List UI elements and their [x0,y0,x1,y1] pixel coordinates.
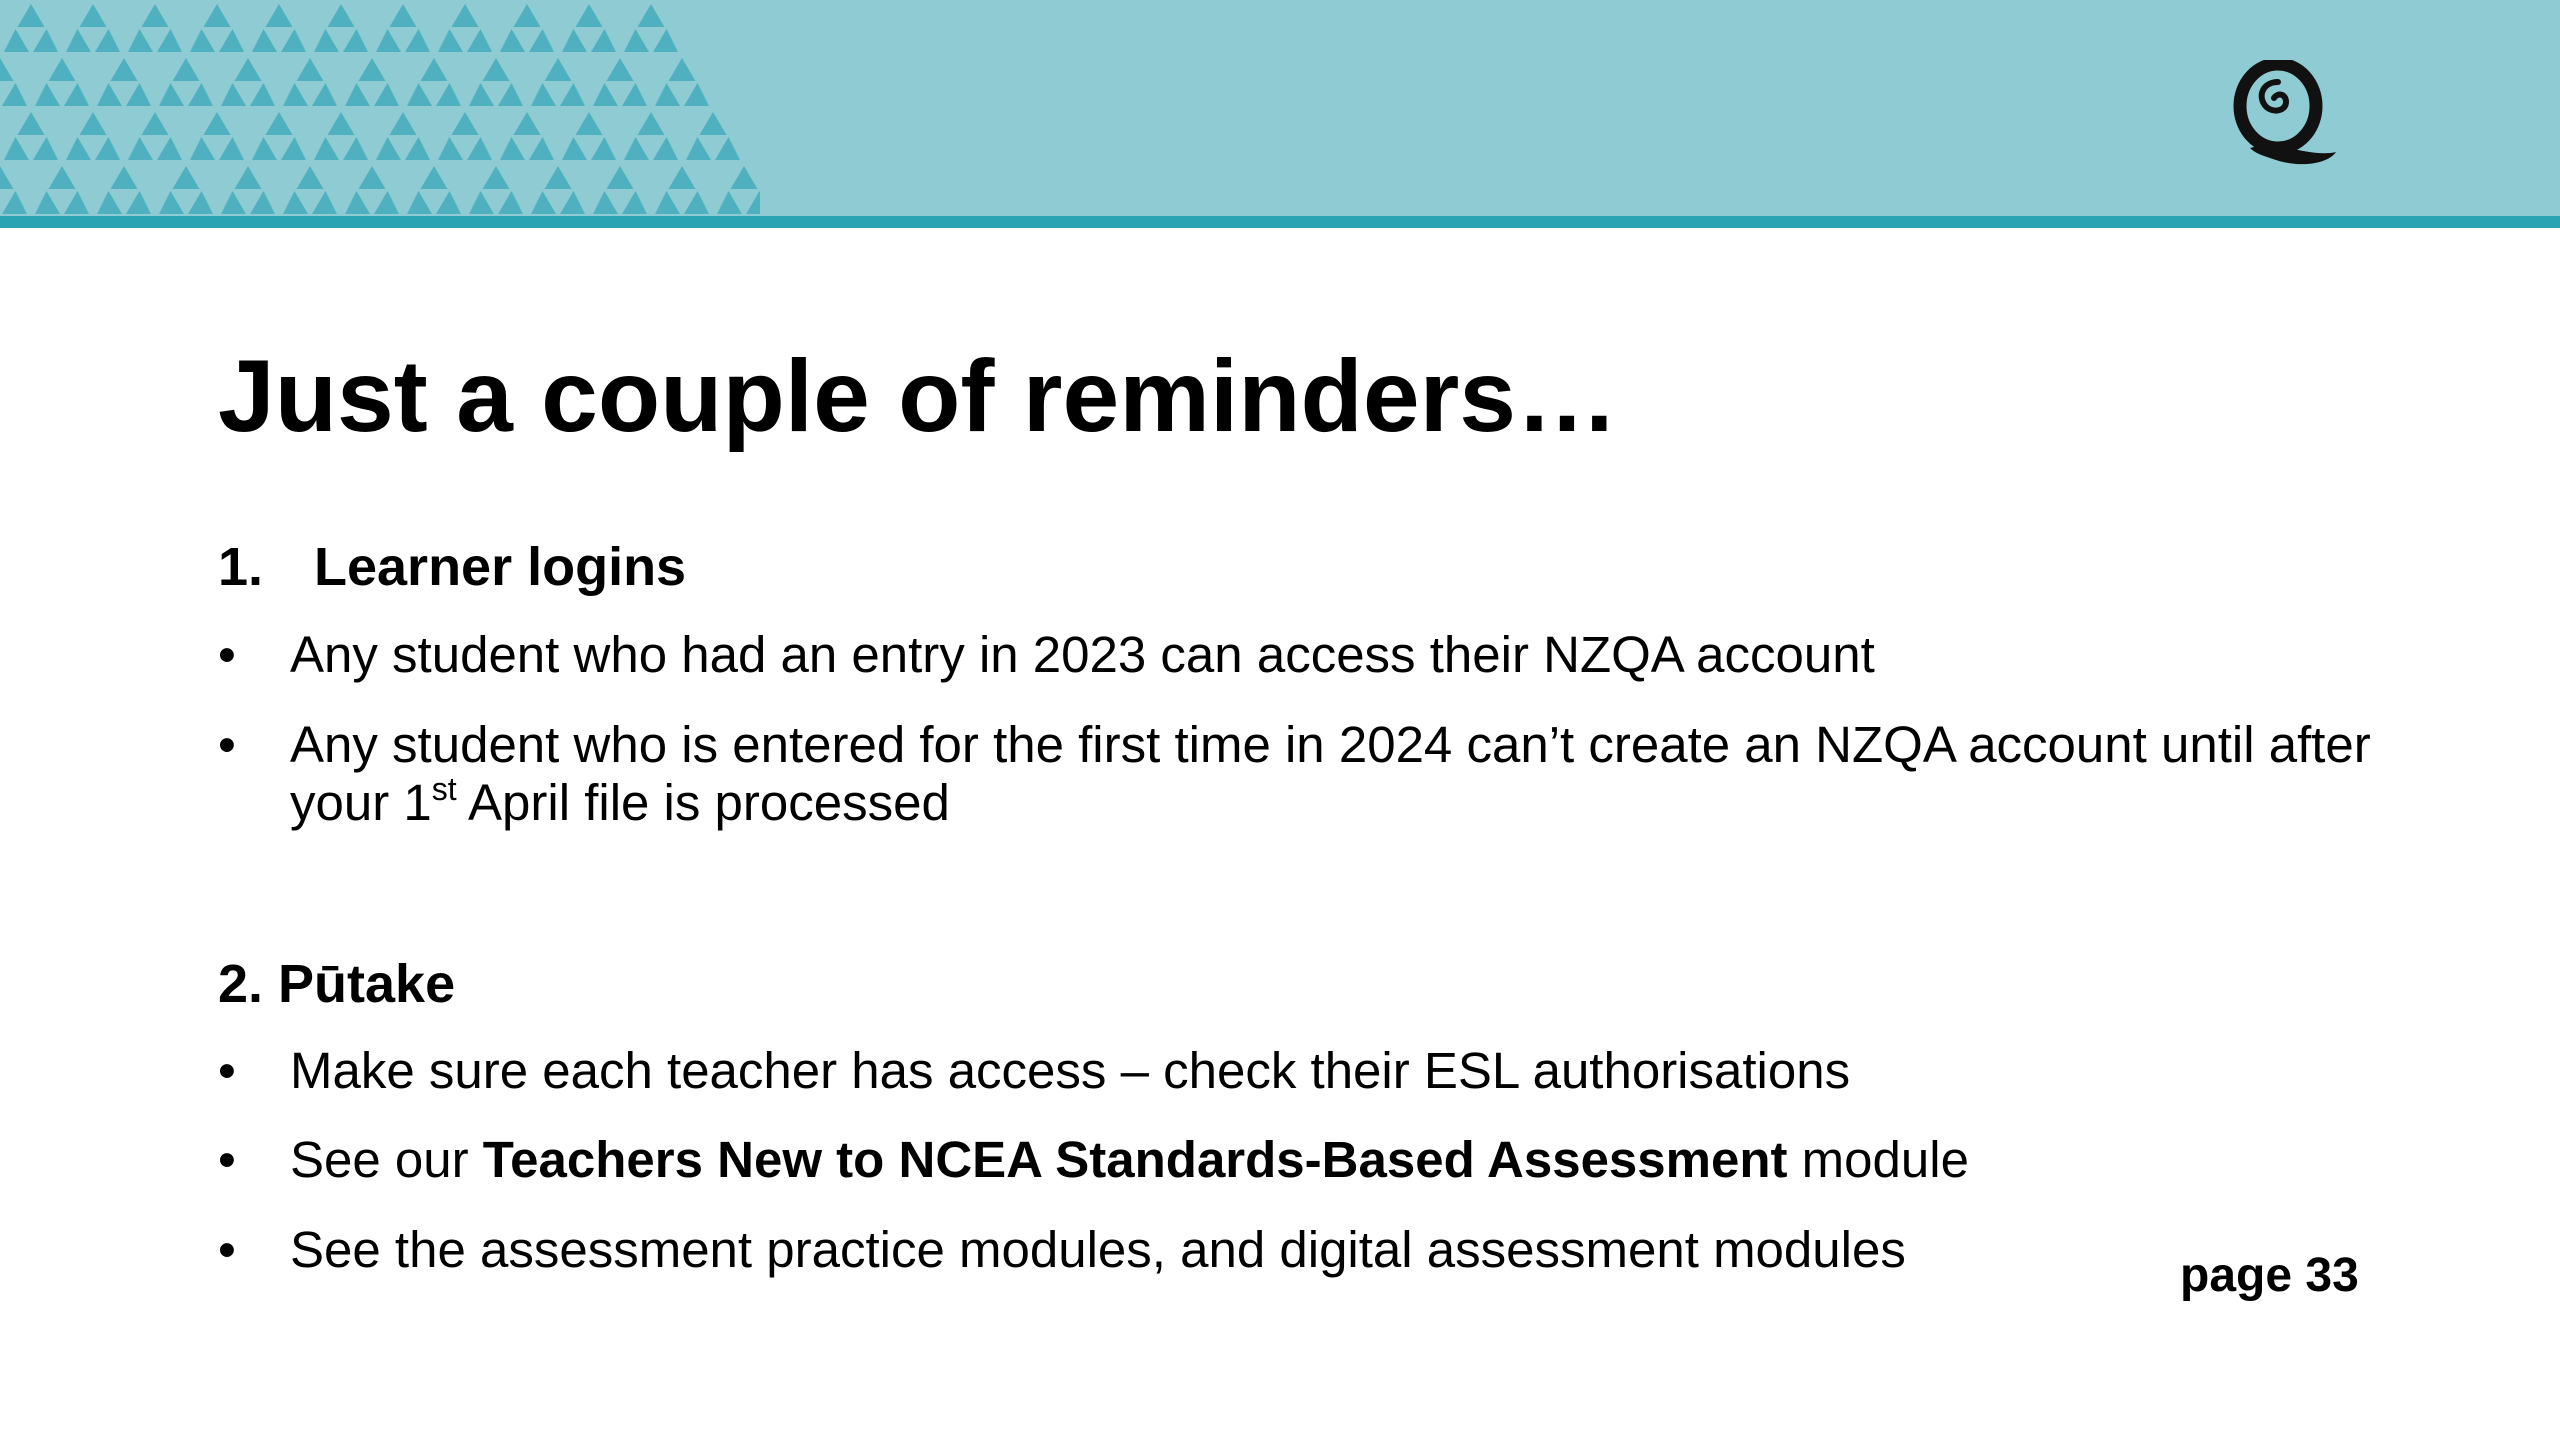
pattern-triangle [111,166,138,189]
pattern-triangle [653,29,678,52]
list-item [218,626,2418,684]
bullet-icon: • [218,716,236,773]
pattern-triangle [283,83,308,106]
pattern-triangle [66,137,91,160]
section-heading-learner-logins [218,538,686,597]
pattern-triangle [159,191,184,214]
pattern-triangle [18,112,45,135]
pattern-triangle [49,58,76,81]
pattern-triangle [266,112,293,135]
pattern-triangle [343,137,368,160]
pattern-triangle [157,137,182,160]
pattern-triangle [2,191,27,214]
pattern-triangle [250,83,275,106]
pattern-triangle [700,112,727,135]
pattern-triangle [731,166,758,189]
header-divider [0,216,2560,228]
pattern-triangle [188,191,213,214]
pattern-triangle [405,29,430,52]
pattern-triangle [188,83,213,106]
pattern-triangle [173,58,200,81]
pattern-triangle [638,4,665,27]
module-name: Teachers New to NCEA Standards-Based Assessment [482,1131,1788,1188]
pattern-triangle [593,83,618,106]
pattern-triangle [715,137,740,160]
pattern-triangle [18,4,45,27]
superscript: st [431,771,457,807]
pattern-triangle [531,191,556,214]
pattern-triangle [250,191,275,214]
pattern-triangle [221,191,246,214]
bullet-icon: • [218,626,236,683]
list-item [218,1131,2418,1189]
pattern-triangle [328,112,355,135]
bullet-text: See our Teachers New to NCEA Standards-Based Assessment module [290,1131,1969,1188]
pattern-triangle [33,137,58,160]
pattern-triangle [281,29,306,52]
pattern-triangle [407,83,432,106]
list-item [218,1221,2418,1279]
nzqa-q-logo-icon [2220,60,2340,170]
pattern-triangle [624,137,649,160]
pattern-triangle [407,191,432,214]
pattern-triangle [483,58,510,81]
pattern-triangle [514,112,541,135]
pattern-triangle [576,4,603,27]
pattern-triangle [452,112,479,135]
pattern-triangle [281,137,306,160]
pattern-triangle [746,191,760,214]
bullet-text: See the assessment practice modules, and digital assessment modules [290,1221,1906,1278]
pattern-triangle [545,58,572,81]
pattern-triangle [436,191,461,214]
pattern-triangle [204,4,231,27]
pattern-triangle [142,112,169,135]
pattern-triangle [345,191,370,214]
pattern-triangle [669,58,696,81]
pattern-triangle [514,4,541,27]
bullet-icon: • [218,1221,236,1278]
pattern-triangle [252,137,277,160]
pattern-triangle [312,83,337,106]
pattern-triangle [390,112,417,135]
bullet-text: Any student who is entered for the first time in 2024 can’t create an NZQA account until after your 1st April file is processed [290,716,2371,831]
section-number: 1. [218,537,264,597]
pattern-triangle [126,191,151,214]
pattern-triangle [436,83,461,106]
pattern-triangle [266,4,293,27]
pattern-triangle [500,29,525,52]
pattern-triangle [562,29,587,52]
pattern-triangle [64,191,89,214]
pattern-triangle [591,137,616,160]
pattern-triangle [35,83,60,106]
pattern-triangle [64,83,89,106]
pattern-triangle [390,4,417,27]
pattern-triangle [283,191,308,214]
pattern-triangle [66,29,91,52]
pattern-triangle [452,4,479,27]
pattern-triangle [467,137,492,160]
pattern-triangle [421,166,448,189]
pattern-triangle [235,166,262,189]
pattern-triangle [328,4,355,27]
pattern-triangle [221,83,246,106]
pattern-triangle [359,166,386,189]
pattern-triangle [95,137,120,160]
pattern-triangle [607,166,634,189]
pattern-triangle [560,191,585,214]
pattern-triangle [345,83,370,106]
pattern-triangle [4,137,29,160]
pattern-triangle [529,29,554,52]
pattern-triangle [593,191,618,214]
pattern-triangle [607,58,634,81]
pattern-triangle [638,112,665,135]
bullet-icon: • [218,1131,236,1188]
pattern-triangle [343,29,368,52]
pattern-triangle [655,191,680,214]
pattern-triangle [622,191,647,214]
pattern-triangle [717,191,742,214]
bullet-text: Make sure each teacher has access – check their ESL authorisations [290,1042,1851,1099]
pattern-triangle [684,191,709,214]
pattern-triangle [438,29,463,52]
pattern-triangle [405,137,430,160]
page-title: Just a couple of reminders… [218,339,1619,453]
page-number: page 33 [2180,1249,2359,1302]
pattern-triangle [297,166,324,189]
pattern-triangle [235,58,262,81]
pattern-triangle [469,83,494,106]
pattern-triangle [376,29,401,52]
pattern-triangle [190,29,215,52]
pattern-triangle [669,166,696,189]
pattern-triangle [2,83,27,106]
pattern-triangle [374,83,399,106]
pattern-triangle [545,166,572,189]
pattern-triangle [0,58,14,81]
pattern-triangle [49,166,76,189]
pattern-triangle [624,29,649,52]
header-banner [0,0,2560,216]
pattern-triangle [142,4,169,27]
pattern-triangle [498,191,523,214]
pattern-triangle [219,29,244,52]
pattern-triangle [312,191,337,214]
pattern-triangle [498,83,523,106]
pattern-triangle [128,137,153,160]
list-item [218,716,2418,832]
pattern-triangle [204,112,231,135]
pattern-triangle [159,83,184,106]
pattern-triangle [591,29,616,52]
pattern-triangle [531,83,556,106]
pattern-triangle [314,29,339,52]
pattern-triangle [97,83,122,106]
section-heading-putake: 2. Pūtake [218,954,456,1014]
pattern-triangle [500,137,525,160]
pattern-triangle [438,137,463,160]
pattern-triangle [653,137,678,160]
list-item [218,1042,2418,1100]
pattern-triangle [376,137,401,160]
pattern-triangle [314,137,339,160]
pattern-triangle [33,29,58,52]
pattern-triangle [467,29,492,52]
pattern-triangle [529,137,554,160]
section-title: Learner logins [314,537,687,597]
pattern-triangle [111,58,138,81]
pattern-triangle [483,166,510,189]
pattern-triangle [252,29,277,52]
pattern-triangle [80,4,107,27]
pattern-triangle [4,29,29,52]
pattern-triangle [686,137,711,160]
pattern-triangle [126,83,151,106]
pattern-triangle [374,191,399,214]
pattern-triangle [562,137,587,160]
pattern-triangle [655,83,680,106]
pattern-triangle [219,137,244,160]
pattern-triangle [97,191,122,214]
pattern-triangle [469,191,494,214]
pattern-triangle [622,83,647,106]
pattern-triangle [297,58,324,81]
pattern-triangle [576,112,603,135]
pattern-triangle [173,166,200,189]
pattern-triangle [190,137,215,160]
triangle-pattern-icon [0,0,760,216]
pattern-triangle [560,83,585,106]
pattern-triangle [95,29,120,52]
pattern-triangle [35,191,60,214]
pattern-triangle [0,166,14,189]
pattern-triangle [80,112,107,135]
bullet-text: Any student who had an entry in 2023 can access their NZQA account [290,626,1875,683]
bullet-icon: • [218,1042,236,1099]
pattern-triangle [359,58,386,81]
pattern-triangle [421,58,448,81]
pattern-triangle [157,29,182,52]
pattern-triangle [684,83,709,106]
pattern-triangle [128,29,153,52]
